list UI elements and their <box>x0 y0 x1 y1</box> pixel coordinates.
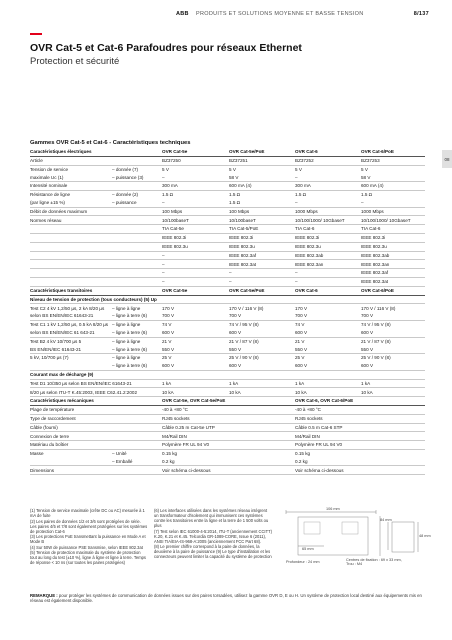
footnote: (8) Le premier chiffre correspond à la paire de données, la deuxième à la paire de puissance (9) Le type d'installation et les connecteurs peuvent limiter la capacité du système de protection <box>154 544 272 560</box>
table-cell: – <box>162 199 229 207</box>
footnotes-right <box>154 508 272 560</box>
table-cell: 1 kA <box>162 379 229 388</box>
table-cell: M4/Rail DIN <box>162 432 295 441</box>
table-cell: 100 Mbps <box>162 207 229 216</box>
page-header <box>0 8 452 18</box>
table-cell: – ligne à ligne <box>112 322 141 328</box>
remark-label: REMARQUE : <box>30 593 58 598</box>
table-cell: – ligne à terre (6) <box>112 362 162 370</box>
table-cell: OVR Cat-5e, OVR Cat-5e/PoE <box>162 397 295 406</box>
table-cell <box>30 233 112 242</box>
table-row <box>30 260 425 269</box>
table-cell: Débit de données maximum <box>30 207 112 216</box>
footnote: (4) Sur 50W de puissance PSE transmise, selon IEEE 802.3at <box>30 544 143 550</box>
table-cell: 10/100baseT <box>229 216 295 225</box>
table-cell: – ligne à terre (6) <box>112 329 162 337</box>
title-accent-rule <box>30 33 42 35</box>
table-header-row <box>30 286 425 295</box>
table-cell <box>112 207 162 216</box>
table-row <box>30 304 425 312</box>
table-cell: IEEE 802.3an <box>361 260 425 269</box>
table-cell: 1.5 Ω <box>162 192 174 198</box>
table-cell: Voir schéma ci-dessous <box>295 466 425 475</box>
table-cell: 600 V <box>295 329 361 337</box>
table-cell: – ligne à ligne <box>112 305 141 311</box>
table-cell: 25 V / 90 V (8) <box>361 355 391 361</box>
remark-note <box>30 593 430 604</box>
table-cell: 21 V / 87 V (8) <box>229 338 259 344</box>
table-row <box>30 441 425 450</box>
table-cell: IEEE 802.3u <box>162 242 229 251</box>
table-cell: 5 V <box>295 166 302 172</box>
table-cell <box>112 156 162 165</box>
table-cell <box>112 286 162 295</box>
table-cell: 1.5 Ω <box>295 192 307 198</box>
table-row <box>30 354 425 362</box>
table-cell <box>30 269 112 278</box>
table-cell: 10/100baseT <box>162 216 229 225</box>
footnote: (3) Les protections PoE transmettant la puissance en Mode A et Mode B <box>30 534 146 545</box>
table-cell: IEEE 802.3i <box>229 233 295 242</box>
table-cell <box>30 251 112 260</box>
table-cell: – puissance (3) <box>112 173 162 181</box>
table-row <box>30 182 425 191</box>
table-cell <box>112 397 162 406</box>
table-cell: – Emballé <box>112 458 162 466</box>
table-row <box>30 207 425 216</box>
table-cell: 10/100/1000/ 10GbaseT <box>295 216 361 225</box>
table-cell <box>112 182 162 191</box>
table-cell: 700 V <box>295 312 361 320</box>
table-cell <box>112 414 162 423</box>
table-cell: IEEE 802.3i <box>295 233 361 242</box>
table-cell: IEEE 802.3i <box>162 233 229 242</box>
table-row <box>30 216 425 225</box>
table-section-row <box>30 370 425 379</box>
table-cell: 10 kA <box>361 388 425 397</box>
table-cell: – <box>162 269 229 278</box>
table-cell: TIA Cat-6 <box>361 225 425 234</box>
table-cell: – ligne à ligne <box>112 355 141 361</box>
table-row <box>30 329 425 337</box>
table-cell: Polymère FR UL 94 V0 <box>162 441 295 450</box>
table-cell <box>30 225 112 234</box>
table-cell: – <box>162 251 229 260</box>
table-cell: IEEE 802.3u <box>361 242 425 251</box>
table-cell: 170 V <box>295 305 308 311</box>
table-cell: IEEE 802.3u <box>295 242 361 251</box>
spec-table <box>30 148 425 475</box>
chapter-tab[interactable]: 08 <box>442 150 452 168</box>
table-cell: 74 V <box>295 322 305 328</box>
table-cell <box>112 225 162 234</box>
table-cell: Câble (fourni) <box>30 423 112 432</box>
table-cell: Polymère FR UL 94 V0 <box>295 441 425 450</box>
table-cell <box>112 233 162 242</box>
table-cell: Test D1 10/350 µs selon BS EN/EN/IEC 61643-21 <box>30 380 132 386</box>
table-cell: 170 V / 116 V (8) <box>229 305 264 311</box>
table-row <box>30 345 425 353</box>
table-row <box>30 379 425 388</box>
table-cell: – Unité <box>112 451 127 457</box>
table-cell: Résistance de ligne <box>30 192 71 198</box>
table-row <box>30 337 425 345</box>
table-cell: 170 V / 116 V (8) <box>361 305 396 311</box>
table-cell: 600 V <box>229 362 295 370</box>
table-cell: maximale Uc (1) <box>30 173 112 181</box>
table-row <box>30 312 425 320</box>
table-cell: IEEE 802.3af <box>229 251 295 260</box>
table-cell: 600 V <box>361 362 425 370</box>
table-cell: IEEE 802.3at <box>361 277 425 286</box>
table-cell: 600 V <box>229 329 295 337</box>
table-cell: 550 V <box>295 345 361 353</box>
height-dimension: 48 mm <box>419 534 431 538</box>
table-cell: OVR Cat-5e <box>162 148 229 156</box>
table-cell: 5 kV, 10/700 µs (7) <box>30 355 69 361</box>
table-cell: TIA Cat-6 <box>295 225 361 234</box>
table-header-row <box>30 397 425 406</box>
section-label: PRODUITS ET SOLUTIONS MOYENNE ET BASSE TENSION <box>196 11 364 17</box>
table-cell: – <box>229 269 295 278</box>
table-row <box>30 277 425 286</box>
table-cell: 550 V <box>361 345 425 353</box>
table-row <box>30 173 425 181</box>
table-cell: 25 V <box>162 355 172 361</box>
footnote: (1) Tension de service maximale (crête DC ou AC) mesurée à 1 mA de fuite <box>30 508 145 518</box>
table-cell: 0.2 kg <box>295 458 425 466</box>
table-cell <box>112 277 162 286</box>
table-cell <box>112 432 162 441</box>
table-row <box>30 269 425 278</box>
page-subtitle: Protection et sécurité <box>30 56 120 67</box>
table-cell: Câble 0.25 m Cat-5e UTP <box>162 423 295 432</box>
table-cell: 100 Mbps <box>229 207 295 216</box>
table-header-row <box>30 148 425 156</box>
table-cell: 21 V <box>162 338 172 344</box>
table-cell: Caractéristiques transitoires <box>30 286 112 295</box>
table-cell: 1 kA <box>361 379 425 388</box>
table-cell: – donnée (2) <box>112 192 139 198</box>
table-cell: 550 V <box>162 345 229 353</box>
table-row <box>30 320 425 328</box>
table-cell: 700 V <box>361 312 425 320</box>
table-cell: Courant max de décharge (9) <box>30 370 425 379</box>
table-cell: 74 V / 95 V (8) <box>229 322 259 328</box>
table-cell: (par ligne ±15 %) <box>30 199 112 207</box>
table-cell: – <box>295 277 361 286</box>
table-row <box>30 242 425 251</box>
table-row <box>30 449 425 457</box>
table-cell: OVR Cat-5e <box>162 286 229 295</box>
table-cell: Caractéristiques mécaniques <box>30 397 112 406</box>
table-cell: – <box>361 199 425 207</box>
table-cell: 700 V <box>162 312 229 320</box>
footnote: (6) Les interfaces utilisées dans les systèmes réseau intègrent un transformateur d'isolement qui immunisent ces systèmes contre les transitoires entre la ligne et la terre de 1 500 volts ou plus <box>154 508 269 528</box>
table-cell: 1.5 Ω <box>229 192 241 198</box>
table-cell: Article <box>30 156 112 165</box>
table-cell <box>112 148 162 156</box>
table-cell: 600 V <box>162 362 229 370</box>
table-cell: 0.15 kg <box>295 451 311 457</box>
table-row <box>30 165 425 173</box>
table-cell: Voir schéma ci-dessous <box>162 466 295 475</box>
table-cell: – <box>295 199 361 207</box>
remark-text: pour protéger les systèmes de communication de données issues sur des paires torsadées, utilisez la gamme OVR D, E ou H. Un système de protection local destiné aux équipements mis en réseau est également disponible. <box>30 593 422 604</box>
table-cell: – <box>295 269 361 278</box>
table-cell: 10/100/1000/ 10GbaseT <box>361 216 425 225</box>
table-cell: BS EN/EN/IEC 61643-21 <box>30 345 112 353</box>
table-cell <box>112 216 162 225</box>
page-title: OVR Cat-5 et Cat-6 Parafoudres pour réseaux Ethernet <box>30 42 302 54</box>
table-cell: 1 kA <box>229 379 295 388</box>
table-cell: -40 à +80 °C <box>162 405 295 414</box>
table-cell: OVR Cat-6/PoE <box>361 148 425 156</box>
table-cell: 5 V <box>162 166 169 172</box>
dimension-diagram <box>284 508 432 568</box>
table-cell: Connexion de terre <box>30 432 112 441</box>
table-cell: Niveau de tension de protection (tous conducteurs) (5) Up <box>30 295 425 304</box>
table-cell: – donnée (7) <box>112 166 139 172</box>
table-cell: M4/Rail DIN <box>295 432 425 441</box>
table-cell: Câble 0.5 m Cat-6 STP <box>295 423 425 432</box>
table-cell: 1.5 Ω <box>229 199 295 207</box>
table-cell <box>30 242 112 251</box>
table-cell <box>112 423 162 432</box>
table-cell: Matériau du boîtier <box>30 441 112 450</box>
table-row <box>30 388 425 397</box>
table-cell: 1.5 Ω <box>361 192 373 198</box>
table-cell: 10 kA <box>295 388 361 397</box>
table-cell: – ligne à terre (6) <box>112 312 162 320</box>
table-cell: TIA Cat-5e <box>162 225 229 234</box>
table-cell: Type de raccordement <box>30 414 112 423</box>
table-cell: 1000 Mbps <box>295 207 361 216</box>
fixing-note: Centres de fixation : 69 x 33 mm, Trou : M4 <box>346 558 402 567</box>
table-cell: – <box>162 260 229 269</box>
footnote: (7) Test selon IEC 61000-4-5:2014, ITU-T (anciennement CCITT) K.20, K.21 et K.45. Telcordia GR-1089-CORE, Issue 6 (2011), ANSI TIA/EIA-IS-968-A:2005 (anciennement FCC Part 68). <box>154 528 272 544</box>
table-cell: Tension de service <box>30 166 69 172</box>
table-cell <box>112 269 162 278</box>
table-cell: 5 V <box>361 166 368 172</box>
table-row <box>30 156 425 165</box>
table-cell: 600 V <box>361 329 425 337</box>
table-cell: OVR Cat-6 <box>295 148 361 156</box>
table-cell: 550 V <box>229 345 295 353</box>
table-cell: 1000 Mbps <box>361 207 425 216</box>
table-cell: – ligne à ligne <box>112 338 141 344</box>
table-cell: IEEE 802.3ab <box>361 251 425 260</box>
table-cell: IEEE 802.3at <box>229 260 295 269</box>
table-cell: 10 kA <box>162 388 229 397</box>
table-cell: BZ37252 <box>295 156 361 165</box>
table-cell: 600 V <box>295 362 361 370</box>
table-cell <box>112 466 162 475</box>
table-cell: Caractéristiques électriques <box>30 148 112 156</box>
table-cell <box>30 362 112 370</box>
table-cell: – <box>162 173 229 181</box>
table-cell: 5 V <box>229 166 236 172</box>
table-cell: Test B2 4 kV 10/700 µs 5 <box>30 338 82 344</box>
table-cell: 21 V <box>295 338 305 344</box>
table-cell: IEEE 802.3i <box>361 233 425 242</box>
table-cell: OVR Cat-5e/PoE <box>229 286 295 295</box>
table-cell: 0.2 kg <box>162 458 295 466</box>
table-cell: IEEE 802.3u <box>229 242 295 251</box>
table-cell: 25 V <box>295 355 305 361</box>
table-cell: selon BS EN/EN/IEC 61643-21 <box>30 312 112 320</box>
table-cell <box>112 242 162 251</box>
spec-table-section <box>30 139 425 475</box>
table-cell: IEEE 802.3ab <box>295 251 361 260</box>
table-cell: RJ45 sockets <box>162 414 295 423</box>
table-cell: 58 V <box>361 173 425 181</box>
table-row <box>30 458 425 466</box>
table-cell: 300 mA <box>295 182 361 191</box>
table-cell: Test C1 1 kV 1,2/50 µs, 0.5 kA 8/20 µs <box>30 322 109 328</box>
depth-dimension: Profondeur : 24 mm <box>286 560 320 564</box>
table-title: Gammes OVR Cat-5 et Cat-6 - Caractéristiques techniques <box>30 140 191 146</box>
top-dimension: 84 mm <box>380 518 392 522</box>
table-cell: 74 V / 95 V (8) <box>361 322 391 328</box>
table-cell: BZ37253 <box>361 156 425 165</box>
table-cell: – <box>162 277 229 286</box>
table-cell: 300 mA <box>162 182 229 191</box>
table-row <box>30 362 425 370</box>
table-cell: OVR Cat-5e/PoE <box>229 148 295 156</box>
table-cell: 700 V <box>229 312 295 320</box>
table-cell: Intensité nominale <box>30 182 112 191</box>
table-cell <box>30 458 112 466</box>
table-row <box>30 199 425 207</box>
table-cell: Dimensions <box>30 466 112 475</box>
table-row <box>30 466 425 475</box>
table-cell: – <box>229 277 295 286</box>
footnote: (5) Tension de protection maximale du système de protection tout au long du test (±10 %), ligne à ligne et ligne à terre. Temps de réponse < 10 ns (sur toutes les paires protégées) <box>30 550 146 566</box>
table-cell: 8/20 µs selon ITU-T K.45:2003, IEEE C62.41.2:2002 <box>30 389 138 395</box>
table-cell: 21 V / 87 V (8) <box>361 338 391 344</box>
table-cell: – puissance <box>112 199 162 207</box>
table-row <box>30 190 425 198</box>
table-cell: 600 mA (4) <box>229 182 295 191</box>
table-cell: IEEE 802.3an <box>295 260 361 269</box>
table-cell: 600 mA (4) <box>361 182 425 191</box>
table-row <box>30 233 425 242</box>
table-row <box>30 405 425 414</box>
table-cell: 10 kA <box>229 388 295 397</box>
table-row <box>30 251 425 260</box>
table-cell: OVR Cat-6/PoE <box>361 286 425 295</box>
brand-label: ABB <box>176 11 189 17</box>
table-cell: OVR Cat-6 <box>295 286 361 295</box>
table-cell: 170 V <box>162 305 175 311</box>
table-cell <box>112 405 162 414</box>
table-cell: 600 V <box>162 329 229 337</box>
table-cell: IEEE 802.3af <box>361 269 425 278</box>
table-cell: Test C2 4 kV 1,2/50 µs, 2 kA 8/20 µs <box>30 305 105 311</box>
table-cell <box>112 260 162 269</box>
table-cell: RJ45 sockets <box>295 414 425 423</box>
table-cell: Masse <box>30 451 44 457</box>
table-cell: BZ37251 <box>229 156 295 165</box>
table-row <box>30 423 425 432</box>
table-cell: TIA Cat-5/PoE <box>229 225 295 234</box>
table-cell: Normes réseau <box>30 216 112 225</box>
footnotes-left <box>30 508 148 566</box>
inner-dimension: 65 mm <box>302 547 314 551</box>
table-cell: Plage de température <box>30 405 112 414</box>
table-cell <box>112 441 162 450</box>
table-cell <box>30 277 112 286</box>
table-cell: -40 à +80 °C <box>295 405 425 414</box>
page-number: 8/137 <box>413 11 429 17</box>
table-cell: 74 V <box>162 322 172 328</box>
table-cell: OVR Cat-6, OVR Cat-6/PoE <box>295 397 425 406</box>
table-cell: selon BS EN/EN/IEC 61 643-21 <box>30 329 112 337</box>
table-cell: 58 V <box>229 173 295 181</box>
table-section-row <box>30 295 425 304</box>
table-cell: – ligne à terre (6) <box>112 345 162 353</box>
table-row <box>30 414 425 423</box>
table-cell <box>30 260 112 269</box>
footnote: (2) Les paires de données 1/2 et 3/6 sont protégées de série. Les paires 4/5 et 7/8 sont également protégées sur les systèmes de protection Cat-6 <box>30 518 148 534</box>
table-row <box>30 432 425 441</box>
table-cell: 1 kA <box>295 379 361 388</box>
table-cell: 25 V / 90 V (8) <box>229 355 259 361</box>
table-cell: 0.15 kg <box>162 451 178 457</box>
table-cell: – <box>295 173 361 181</box>
width-dimension: 106 mm <box>326 507 340 511</box>
table-cell: BZ37250 <box>162 156 229 165</box>
table-row <box>30 225 425 234</box>
table-cell <box>112 251 162 260</box>
